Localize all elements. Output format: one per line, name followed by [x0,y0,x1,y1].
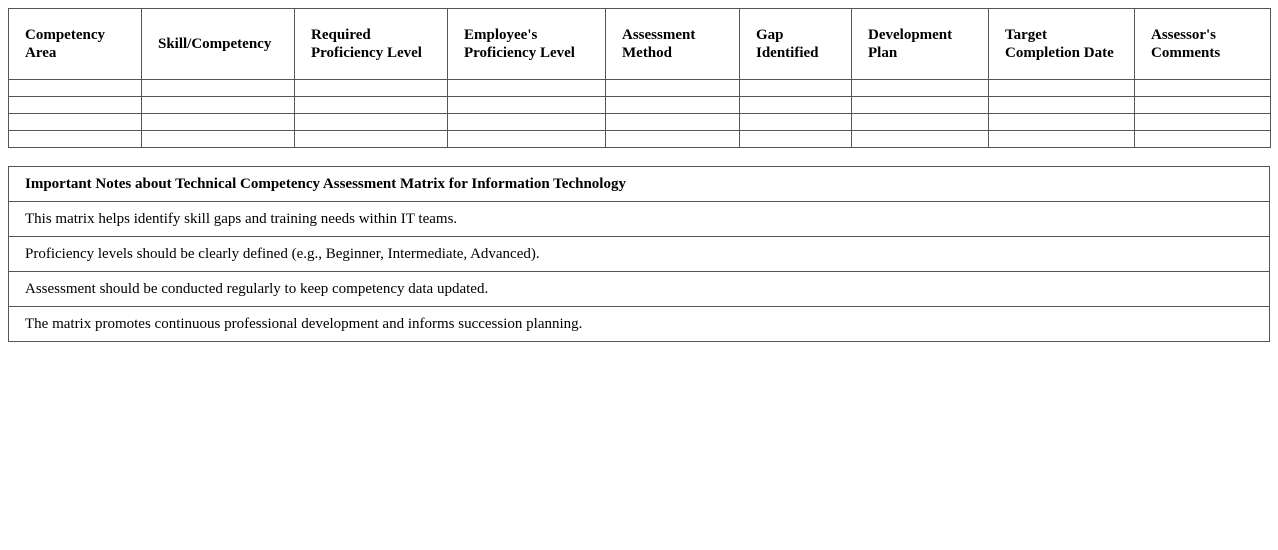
competency-matrix-table [8,8,1271,148]
table-cell[interactable] [989,80,1135,97]
note-text: Assessment should be conducted regularly to keep competency data updated. [9,272,1270,307]
table-cell[interactable] [852,114,989,131]
header-employee-proficiency: Employee's Proficiency Level [448,9,606,80]
table-cell[interactable] [606,131,740,148]
note-text: Proficiency levels should be clearly defined (e.g., Beginner, Intermediate, Advanced). [9,237,1270,272]
table-cell[interactable] [989,97,1135,114]
table-cell[interactable] [448,97,606,114]
table-cell[interactable] [142,97,295,114]
note-text: The matrix promotes continuous professional development and informs succession planning. [9,307,1270,342]
list-item [9,272,1270,307]
table-cell[interactable] [9,97,142,114]
header-competency-area: Competency Area [9,9,142,80]
table-cell[interactable] [989,114,1135,131]
important-notes-table [8,166,1270,342]
table-cell[interactable] [295,131,448,148]
notes-title-row [9,167,1270,202]
header-target-completion-date: Target Completion Date [989,9,1135,80]
table-cell[interactable] [606,97,740,114]
notes-title: Important Notes about Technical Competency Assessment Matrix for Information Technology [9,167,1270,202]
table-cell[interactable] [852,131,989,148]
table-row [9,131,1271,148]
table-cell[interactable] [9,131,142,148]
table-cell[interactable] [1135,114,1271,131]
header-required-proficiency: Required Proficiency Level [295,9,448,80]
table-cell[interactable] [740,114,852,131]
table-cell[interactable] [142,114,295,131]
table-cell[interactable] [740,131,852,148]
table-cell[interactable] [295,80,448,97]
table-row [9,97,1271,114]
table-cell[interactable] [142,131,295,148]
table-header-row [9,9,1271,80]
header-assessor-comments: Assessor's Comments [1135,9,1271,80]
list-item [9,307,1270,342]
table-cell[interactable] [852,97,989,114]
table-row [9,80,1271,97]
table-cell[interactable] [295,97,448,114]
table-cell[interactable] [1135,80,1271,97]
header-skill-competency: Skill/Competency [142,9,295,80]
list-item [9,237,1270,272]
table-cell[interactable] [1135,131,1271,148]
table-cell[interactable] [852,80,989,97]
table-cell[interactable] [740,80,852,97]
table-cell[interactable] [448,80,606,97]
table-cell[interactable] [606,80,740,97]
table-cell[interactable] [9,114,142,131]
list-item [9,202,1270,237]
header-gap-identified: Gap Identified [740,9,852,80]
table-cell[interactable] [989,131,1135,148]
table-cell[interactable] [448,131,606,148]
table-cell[interactable] [606,114,740,131]
table-row [9,114,1271,131]
table-cell[interactable] [9,80,142,97]
table-cell[interactable] [448,114,606,131]
table-cell[interactable] [142,80,295,97]
header-assessment-method: Assessment Method [606,9,740,80]
note-text: This matrix helps identify skill gaps and training needs within IT teams. [9,202,1270,237]
table-cell[interactable] [740,97,852,114]
table-cell[interactable] [295,114,448,131]
table-cell[interactable] [1135,97,1271,114]
header-development-plan: Development Plan [852,9,989,80]
